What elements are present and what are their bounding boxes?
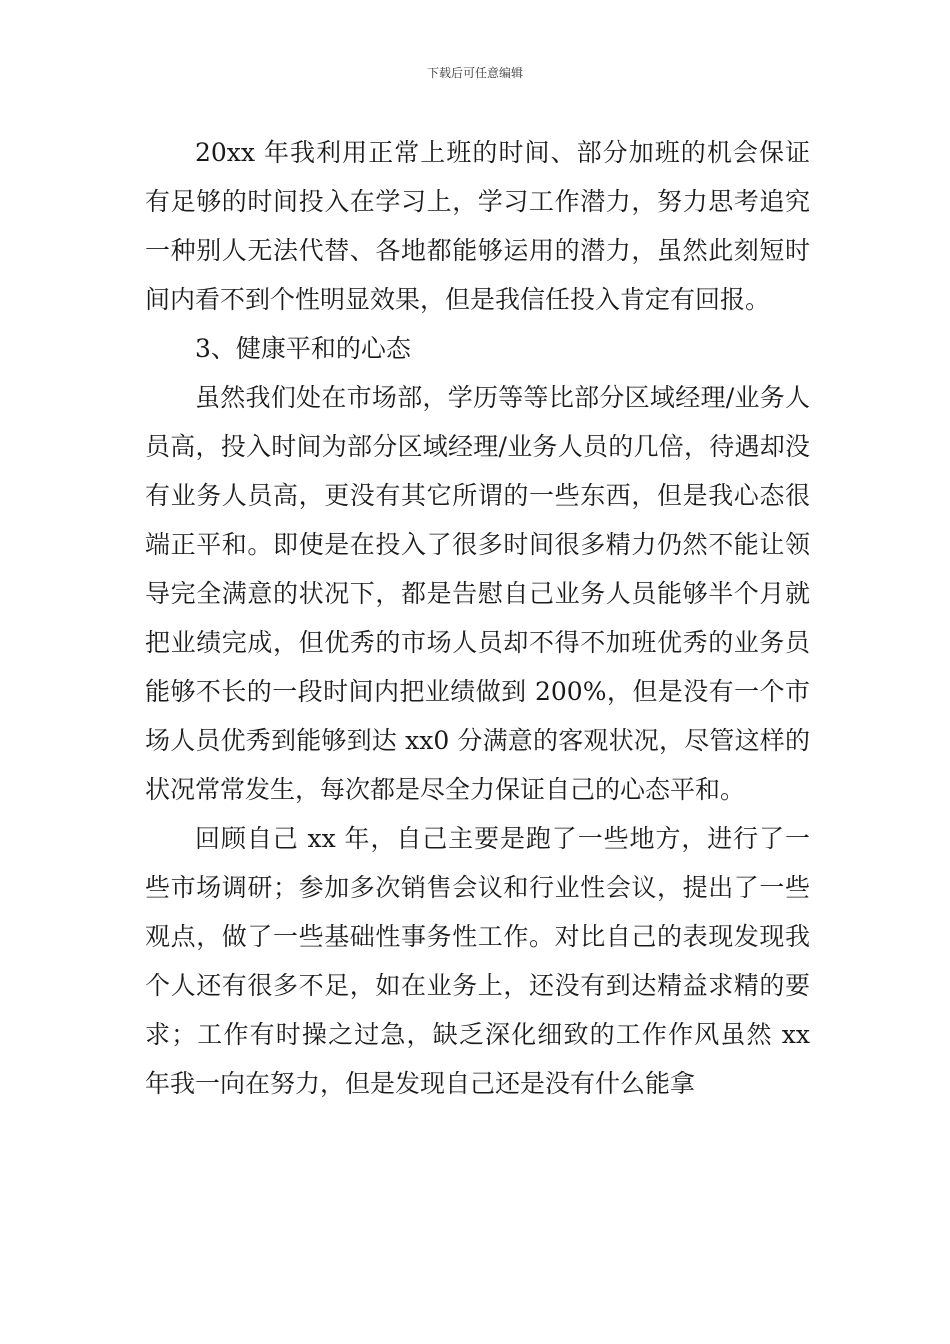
section-heading-healthy-mindset: 3、健康平和的心态	[195, 334, 411, 363]
paragraph-mindset: 虽然我们处在市场部，学历等等比部分区域经理/业务人员高，投入时间为部分区域经理/业务人员的几倍，待遇却没有业务人员高，更没有其它所谓的一些东西，但是我心态很端正平和。即使是在投入了很多时间很多精力仍然不能让领导完全满意的状况下，都是告慰自己业务人员能够半个月就把业绩完成，但优秀的市场人员却不得不加班优秀的业务员能够不长的一段时间内把业绩做到 200%，但是没有一个市场人员优秀到能够到达 xx0 分满意的客观状况，尽管这样的状况常常发生，每次都是尽全力保证自己的心态平和。	[145, 383, 810, 804]
document-body	[145, 128, 810, 1108]
paragraph-study-investment: 20xx 年我利用正常上班的时间、部分加班的机会保证有足够的时间投入在学习上，学习工作潜力，努力思考追究一种别人无法代替、各地都能够运用的潜力，虽然此刻短时间内看不到个性明显效果，但是我信任投入肯定有回报。	[145, 138, 810, 314]
paragraph-review: 回顾自己 xx 年，自己主要是跑了一些地方，进行了一些市场调研；参加多次销售会议和行业性会议，提出了一些观点，做了一些基础性事务性工作。对比自己的表现发现我个人还有很多不足，如在业务上，还没有到达精益求精的要求；工作有时操之过急，缺乏深化细致的工作作风虽然 xx 年我一向在努力，但是发现自己还是没有什么能拿	[145, 824, 810, 1098]
page-header-note: 下载后可任意编辑	[426, 66, 523, 80]
